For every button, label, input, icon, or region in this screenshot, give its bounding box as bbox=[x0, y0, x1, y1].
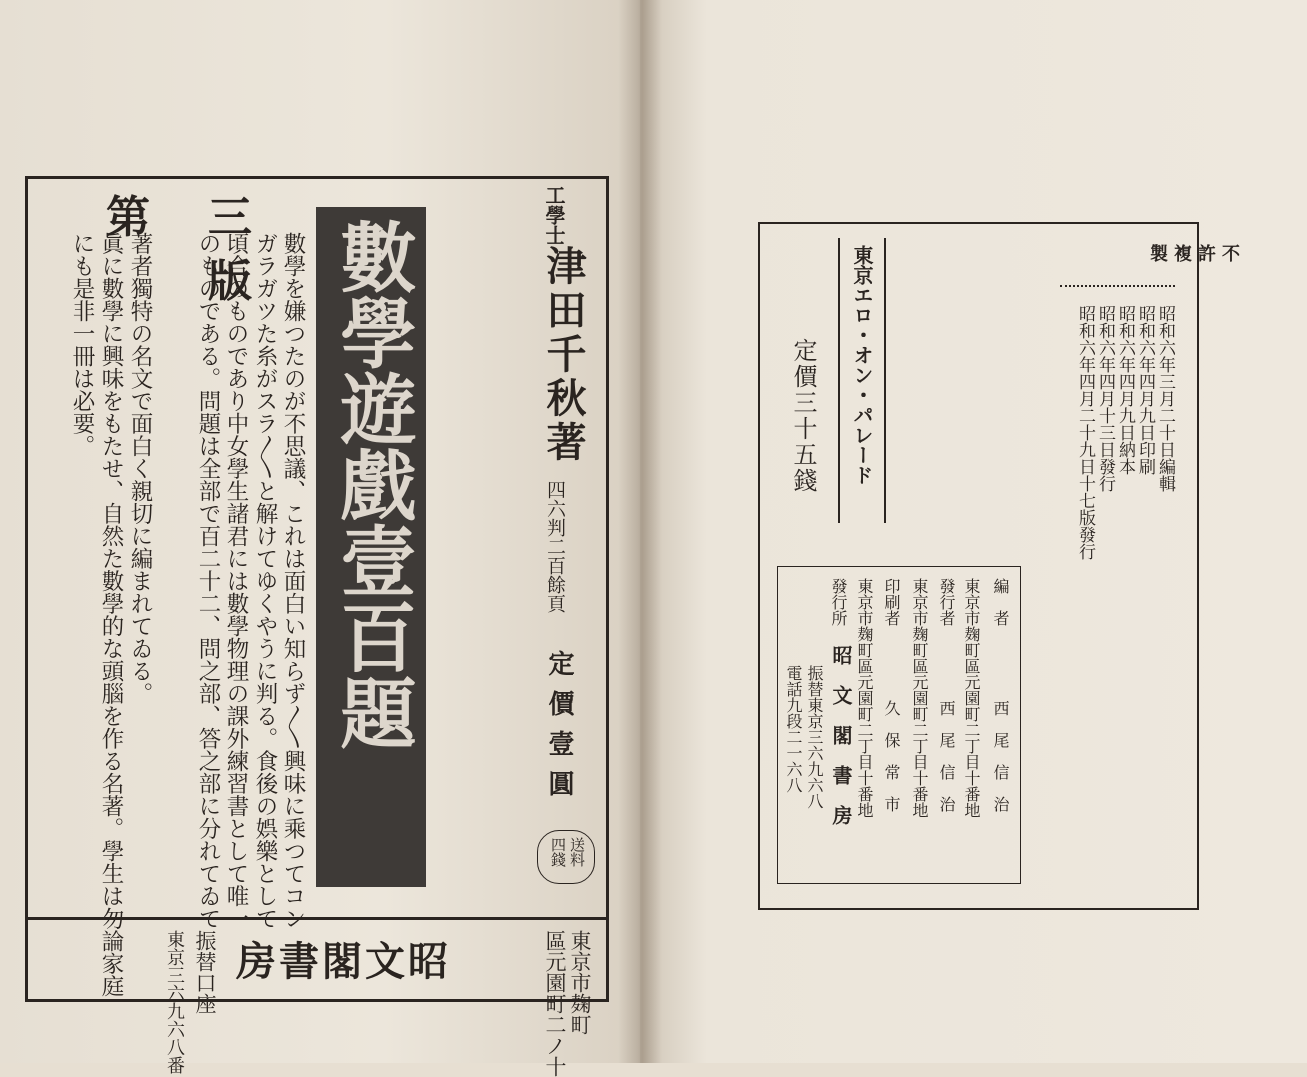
footer-address-1: 東京市麹町 bbox=[568, 930, 592, 1035]
book-title: 東京エロ・オン・パレード bbox=[850, 245, 874, 485]
postage-box bbox=[537, 830, 595, 884]
publisher-address: 東京市麹町區元園町二丁目十番地 bbox=[962, 578, 981, 818]
book-spec: 四六判二百餘頁 bbox=[544, 480, 566, 613]
description-line: ガラガツた糸がスラ〱と解けてゆくやうに判る。食後の娯樂として bbox=[252, 232, 278, 930]
ad-price: 定價壹圓 bbox=[544, 650, 574, 810]
editor-name: 西 尾 信 治 bbox=[991, 700, 1010, 812]
postage-line-2: 四錢 bbox=[549, 837, 567, 867]
description-line: のものである。問題は全部で百二十二、問之部、答之部に分れてゐて bbox=[195, 232, 221, 930]
postage-line-1: 送料 bbox=[568, 837, 586, 867]
footer-account-1: 振替口座 bbox=[193, 930, 217, 1014]
date-line: 昭和六年四月二十九日十七版發行 bbox=[1075, 305, 1095, 560]
no-reproduction-notice: 不許複製 bbox=[1150, 244, 1246, 265]
book-price: 定價三十五錢 bbox=[789, 338, 817, 494]
edition-label bbox=[60, 181, 310, 307]
description-line: 數學を嫌つたのが不思議、これは面白い知らず〱興味に乘つてコン bbox=[280, 232, 306, 930]
house-transfer: 振替東京三六九六八 bbox=[805, 665, 824, 809]
date-line: 昭和六年三月二十日編輯 bbox=[1155, 305, 1175, 492]
date-line: 昭和六年四月九日印刷 bbox=[1135, 305, 1155, 475]
author-credential: 工學士 bbox=[542, 185, 566, 245]
printer-name: 久 保 常 市 bbox=[882, 700, 901, 812]
house-address: 東京市麹町區元園町二丁目十番地 bbox=[855, 578, 874, 818]
footer-account-2: 東京三六九六八番 bbox=[164, 930, 185, 1074]
edition-label-text: 第三版 bbox=[106, 192, 310, 307]
publisher-role: 發行者 bbox=[937, 578, 956, 626]
house-role: 發行所 bbox=[829, 578, 848, 626]
book-ad-title: 數學遊戲壹百題 bbox=[328, 218, 417, 750]
house-name: 昭 文 閣 書 房 bbox=[829, 645, 853, 825]
author-name: 津田千秋著 bbox=[540, 245, 587, 465]
date-line: 昭和六年四月九日納本 bbox=[1115, 305, 1135, 475]
editor-role: 編 者 bbox=[991, 578, 1010, 626]
house-phone: 電話九段二一六八 bbox=[784, 665, 803, 793]
no-repro-rule bbox=[1060, 285, 1175, 287]
publisher-name: 西 尾 信 治 bbox=[937, 700, 956, 812]
description-line: にも是非一冊は必要。 bbox=[69, 232, 95, 457]
description-line: 著者獨特の名文で面白く親切に編まれてゐる。 bbox=[127, 232, 153, 705]
date-line: 昭和六年四月十三日發行 bbox=[1095, 305, 1115, 492]
footer-publisher: 昭文閣書房 bbox=[236, 938, 451, 985]
printer-address: 東京市麹町區元園町二丁目十番地 bbox=[910, 578, 929, 818]
description-line: 頃合のものであり中女學生諸君には數學物理の課外練習書として唯一 bbox=[223, 232, 249, 930]
footer-address-2: 區元園町二ノ十 bbox=[543, 930, 567, 1077]
description-line: 眞に數學に興味をもたせ、自然た數學的な頭腦を作る名著。學生は勿論家庭 bbox=[98, 232, 124, 997]
book-gutter bbox=[618, 0, 662, 1063]
printer-role: 印刷者 bbox=[882, 578, 901, 626]
